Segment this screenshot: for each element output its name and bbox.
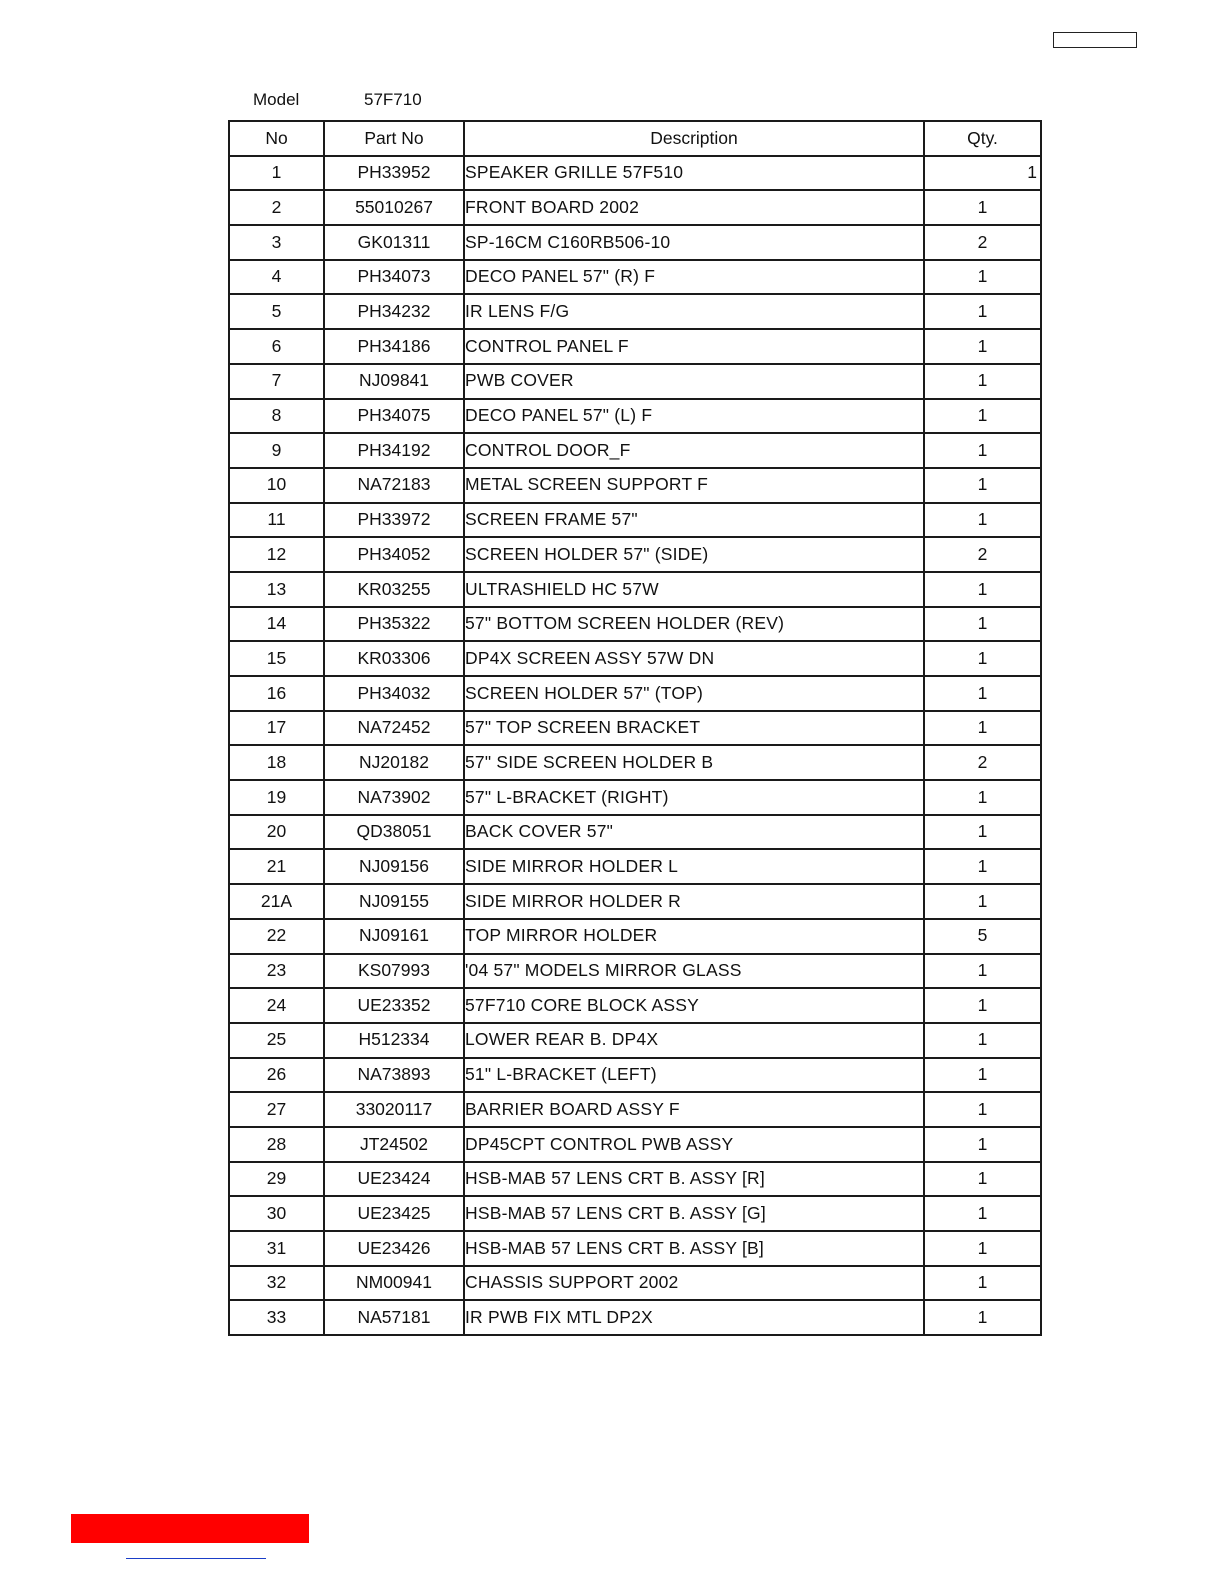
cell-description: DP45CPT CONTROL PWB ASSY [464,1127,924,1162]
model-value: 57F710 [364,90,422,109]
table-row [229,849,1041,884]
table-row [229,260,1041,295]
cell-qty: 1 [924,641,1041,676]
cell-description: METAL SCREEN SUPPORT F [464,468,924,503]
cell-part-no: NM00941 [324,1266,464,1301]
table-row [229,884,1041,919]
cell-no: 27 [229,1092,324,1127]
cell-qty: 1 [924,1266,1041,1301]
column-header-qty: Qty. [924,121,1041,156]
cell-no: 2 [229,190,324,225]
cell-part-no: NJ09155 [324,884,464,919]
cell-part-no: 55010267 [324,190,464,225]
cell-part-no: PH34075 [324,399,464,434]
cell-no: 33 [229,1300,324,1335]
cell-part-no: NA57181 [324,1300,464,1335]
cell-qty: 1 [924,1023,1041,1058]
cell-qty: 1 [924,1127,1041,1162]
cell-description: 57" TOP SCREEN BRACKET [464,711,924,746]
cell-no: 26 [229,1058,324,1093]
table-row [229,399,1041,434]
cell-no: 23 [229,954,324,989]
cell-part-no: NJ09156 [324,849,464,884]
cell-part-no: NA72183 [324,468,464,503]
cell-part-no: PH34186 [324,329,464,364]
cell-part-no: JT24502 [324,1127,464,1162]
cell-qty: 1 [924,607,1041,642]
cell-qty: 2 [924,537,1041,572]
cell-description: DECO PANEL 57" (L) F [464,399,924,434]
table-row [229,1092,1041,1127]
table-row [229,1266,1041,1301]
cell-no: 14 [229,607,324,642]
cell-description: SP-16CM C160RB506-10 [464,225,924,260]
cell-qty: 1 [924,1058,1041,1093]
cell-part-no: UE23426 [324,1231,464,1266]
cell-qty: 1 [924,954,1041,989]
cell-qty: 1 [924,849,1041,884]
cell-part-no: PH34232 [324,294,464,329]
table-row [229,1058,1041,1093]
cell-qty: 1 [924,433,1041,468]
cell-qty: 1 [924,503,1041,538]
cell-no: 18 [229,745,324,780]
cell-no: 3 [229,225,324,260]
cell-no: 10 [229,468,324,503]
cell-qty: 1 [924,676,1041,711]
table-row [229,503,1041,538]
cell-part-no: PH34032 [324,676,464,711]
cell-part-no: 33020117 [324,1092,464,1127]
table-row [229,1127,1041,1162]
cell-description: DP4X SCREEN ASSY 57W DN [464,641,924,676]
cell-part-no: NJ20182 [324,745,464,780]
cell-description: 51" L-BRACKET (LEFT) [464,1058,924,1093]
column-header-description: Description [464,121,924,156]
table-row [229,954,1041,989]
cell-part-no: PH33972 [324,503,464,538]
cell-no: 7 [229,364,324,399]
red-bar [71,1514,309,1543]
cell-part-no: UE23425 [324,1196,464,1231]
cell-part-no: NJ09161 [324,919,464,954]
cell-qty: 1 [924,294,1041,329]
cell-qty: 1 [924,156,1041,191]
cell-qty: 1 [924,260,1041,295]
table-row [229,225,1041,260]
cell-no: 29 [229,1162,324,1197]
cell-description: HSB-MAB 57 LENS CRT B. ASSY [B] [464,1231,924,1266]
table-row [229,190,1041,225]
cell-part-no: KR03306 [324,641,464,676]
cell-no: 1 [229,156,324,191]
table-row [229,1023,1041,1058]
cell-qty: 1 [924,1231,1041,1266]
cell-part-no: GK01311 [324,225,464,260]
cell-description: DECO PANEL 57" (R) F [464,260,924,295]
cell-part-no: UE23352 [324,988,464,1023]
table-row [229,607,1041,642]
cell-description: SPEAKER GRILLE 57F510 [464,156,924,191]
bottom-link-underline[interactable] [126,1558,266,1559]
cell-no: 20 [229,815,324,850]
table-row [229,1196,1041,1231]
table-row [229,329,1041,364]
cell-qty: 2 [924,225,1041,260]
cell-description: 57" BOTTOM SCREEN HOLDER (REV) [464,607,924,642]
cell-description: SIDE MIRROR HOLDER L [464,849,924,884]
table-row [229,572,1041,607]
cell-description: HSB-MAB 57 LENS CRT B. ASSY [R] [464,1162,924,1197]
cell-part-no: QD38051 [324,815,464,850]
cell-description: SCREEN FRAME 57" [464,503,924,538]
cell-no: 24 [229,988,324,1023]
table-row [229,468,1041,503]
cell-qty: 1 [924,1162,1041,1197]
cell-qty: 5 [924,919,1041,954]
parts-table [228,120,1042,1336]
cell-description: CONTROL PANEL F [464,329,924,364]
cell-qty: 2 [924,745,1041,780]
cell-qty: 1 [924,815,1041,850]
cell-part-no: NJ09841 [324,364,464,399]
cell-description: IR PWB FIX MTL DP2X [464,1300,924,1335]
cell-no: 16 [229,676,324,711]
cell-qty: 1 [924,884,1041,919]
cell-part-no: KS07993 [324,954,464,989]
cell-qty: 1 [924,329,1041,364]
table-row [229,364,1041,399]
table-row [229,815,1041,850]
cell-description: FRONT BOARD 2002 [464,190,924,225]
table-row [229,780,1041,815]
cell-description: CONTROL DOOR_F [464,433,924,468]
cell-no: 5 [229,294,324,329]
cell-no: 4 [229,260,324,295]
cell-description: SIDE MIRROR HOLDER R [464,884,924,919]
table-row [229,676,1041,711]
cell-part-no: NA72452 [324,711,464,746]
table-row [229,433,1041,468]
table-row [229,745,1041,780]
cell-qty: 1 [924,1092,1041,1127]
page-number-box [1053,32,1137,48]
cell-description: TOP MIRROR HOLDER [464,919,924,954]
cell-no: 19 [229,780,324,815]
table-row [229,537,1041,572]
cell-description: ULTRASHIELD HC 57W [464,572,924,607]
cell-qty: 1 [924,988,1041,1023]
cell-part-no: NA73902 [324,780,464,815]
table-row [229,1162,1041,1197]
cell-description: 57" SIDE SCREEN HOLDER B [464,745,924,780]
cell-part-no: H512334 [324,1023,464,1058]
column-header-part-no: Part No [324,121,464,156]
table-row [229,711,1041,746]
cell-part-no: PH34073 [324,260,464,295]
cell-no: 12 [229,537,324,572]
cell-description: 57" L-BRACKET (RIGHT) [464,780,924,815]
cell-no: 31 [229,1231,324,1266]
cell-qty: 1 [924,468,1041,503]
cell-description: LOWER REAR B. DP4X [464,1023,924,1058]
cell-no: 25 [229,1023,324,1058]
cell-qty: 1 [924,1300,1041,1335]
cell-qty: 1 [924,399,1041,434]
cell-no: 17 [229,711,324,746]
cell-part-no: PH33952 [324,156,464,191]
cell-description: 57F710 CORE BLOCK ASSY [464,988,924,1023]
table-row [229,1300,1041,1335]
cell-part-no: NA73893 [324,1058,464,1093]
cell-qty: 1 [924,364,1041,399]
cell-no: 15 [229,641,324,676]
cell-no: 9 [229,433,324,468]
column-header-no: No [229,121,324,156]
cell-description: SCREEN HOLDER 57" (SIDE) [464,537,924,572]
cell-description: BARRIER BOARD ASSY F [464,1092,924,1127]
table-row [229,641,1041,676]
cell-description: PWB COVER [464,364,924,399]
cell-description: CHASSIS SUPPORT 2002 [464,1266,924,1301]
cell-description: BACK COVER 57" [464,815,924,850]
cell-no: 30 [229,1196,324,1231]
cell-no: 28 [229,1127,324,1162]
table-header-row [229,121,1041,156]
cell-no: 8 [229,399,324,434]
cell-no: 6 [229,329,324,364]
model-label: Model [253,90,300,109]
cell-part-no: PH34052 [324,537,464,572]
cell-qty: 1 [924,190,1041,225]
cell-qty: 1 [924,711,1041,746]
table-row [229,1231,1041,1266]
cell-no: 21A [229,884,324,919]
table-row [229,919,1041,954]
cell-description: '04 57" MODELS MIRROR GLASS [464,954,924,989]
table-row [229,988,1041,1023]
table-row [229,294,1041,329]
cell-part-no: PH35322 [324,607,464,642]
cell-description: SCREEN HOLDER 57" (TOP) [464,676,924,711]
cell-no: 13 [229,572,324,607]
cell-qty: 1 [924,572,1041,607]
cell-part-no: PH34192 [324,433,464,468]
cell-part-no: KR03255 [324,572,464,607]
cell-description: IR LENS F/G [464,294,924,329]
cell-no: 22 [229,919,324,954]
cell-no: 11 [229,503,324,538]
table-row [229,156,1041,191]
cell-description: HSB-MAB 57 LENS CRT B. ASSY [G] [464,1196,924,1231]
cell-qty: 1 [924,780,1041,815]
cell-qty: 1 [924,1196,1041,1231]
cell-no: 32 [229,1266,324,1301]
cell-no: 21 [229,849,324,884]
cell-part-no: UE23424 [324,1162,464,1197]
